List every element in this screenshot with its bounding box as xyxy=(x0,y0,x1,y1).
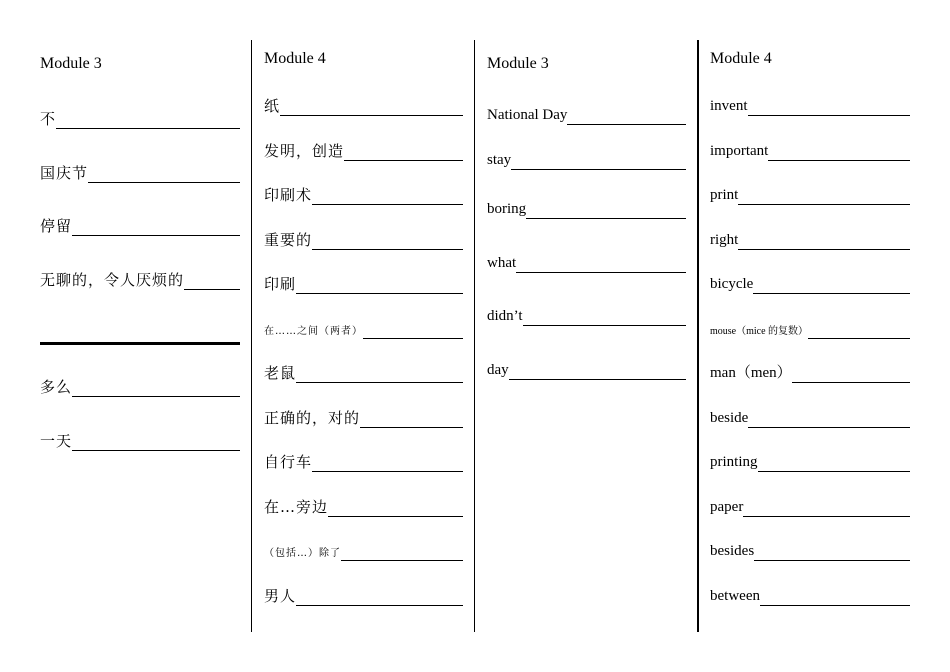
vocab-label: print xyxy=(710,187,739,203)
vocab-label: （包括…）除了 xyxy=(264,548,341,559)
section-divider xyxy=(40,342,240,345)
vocab-row xyxy=(710,362,910,384)
column-divider-1 xyxy=(251,40,252,632)
vocab-row xyxy=(40,162,240,184)
column-heading: Module 4 xyxy=(264,50,326,67)
vocab-label: 国庆节 xyxy=(40,164,89,182)
answer-blank[interactable] xyxy=(88,181,240,183)
column-heading: Module 4 xyxy=(710,50,772,67)
answer-blank[interactable] xyxy=(72,234,240,236)
answer-blank[interactable] xyxy=(808,337,910,339)
vocab-label: mouse（mice 的复数） xyxy=(710,326,809,337)
vocab-label: 发明，创造 xyxy=(264,142,345,160)
answer-blank[interactable] xyxy=(738,203,910,205)
vocab-row xyxy=(487,104,686,126)
answer-blank[interactable] xyxy=(526,217,686,219)
answer-blank[interactable] xyxy=(363,337,463,339)
vocab-row xyxy=(710,184,910,206)
vocab-row xyxy=(487,252,686,274)
vocab-label: 正确的，对的 xyxy=(264,409,361,427)
vocab-label: boring xyxy=(487,201,527,217)
vocab-label: National Day xyxy=(487,107,568,123)
vocab-row xyxy=(264,184,463,206)
vocab-row xyxy=(487,359,686,381)
answer-blank[interactable] xyxy=(523,324,686,326)
answer-blank[interactable] xyxy=(296,292,463,294)
answer-blank[interactable] xyxy=(567,123,686,125)
vocab-label: 重要的 xyxy=(264,231,313,249)
vocab-label: printing xyxy=(710,454,758,470)
vocab-row xyxy=(264,540,463,562)
vocab-label: beside xyxy=(710,410,749,426)
answer-blank[interactable] xyxy=(738,248,910,250)
vocab-label: right xyxy=(710,232,739,248)
answer-blank[interactable] xyxy=(360,426,463,428)
answer-blank[interactable] xyxy=(768,159,910,161)
vocab-row xyxy=(264,451,463,473)
vocab-label: important xyxy=(710,143,769,159)
answer-blank[interactable] xyxy=(312,203,463,205)
vocab-label: 男人 xyxy=(264,587,297,605)
vocab-label: invent xyxy=(710,98,748,114)
vocab-label: 不 xyxy=(40,110,57,128)
vocab-row xyxy=(710,95,910,117)
vocab-row xyxy=(264,318,463,340)
answer-blank[interactable] xyxy=(792,381,910,383)
answer-blank[interactable] xyxy=(280,114,463,116)
vocab-row xyxy=(264,585,463,607)
vocab-row xyxy=(264,273,463,295)
answer-blank[interactable] xyxy=(341,559,463,561)
vocab-row xyxy=(710,451,910,473)
answer-blank[interactable] xyxy=(72,395,240,397)
vocab-label: 自行车 xyxy=(264,453,313,471)
column-heading: Module 3 xyxy=(40,55,102,72)
answer-blank[interactable] xyxy=(753,292,910,294)
vocab-label: 老鼠 xyxy=(264,364,297,382)
answer-blank[interactable] xyxy=(296,604,463,606)
answer-blank[interactable] xyxy=(344,159,463,161)
vocab-label: 在……之间（两者） xyxy=(264,326,363,337)
answer-blank[interactable] xyxy=(509,378,686,380)
vocab-row xyxy=(40,108,240,130)
vocab-label: what xyxy=(487,255,517,271)
vocab-row xyxy=(710,585,910,607)
column-divider-3 xyxy=(697,40,699,632)
vocab-label: 纸 xyxy=(264,97,281,115)
answer-blank[interactable] xyxy=(296,381,463,383)
answer-blank[interactable] xyxy=(748,114,911,116)
vocab-row xyxy=(710,496,910,518)
answer-blank[interactable] xyxy=(312,470,463,472)
vocab-row xyxy=(264,140,463,162)
answer-blank[interactable] xyxy=(511,168,686,170)
vocab-label: stay xyxy=(487,152,512,168)
vocab-row xyxy=(264,95,463,117)
vocab-label: 印刷术 xyxy=(264,186,313,204)
vocab-row xyxy=(710,318,910,340)
answer-blank[interactable] xyxy=(312,248,463,250)
answer-blank[interactable] xyxy=(328,515,463,517)
vocab-row xyxy=(264,362,463,384)
vocab-label: 停留 xyxy=(40,217,73,235)
vocab-label: 多么 xyxy=(40,378,73,396)
column-heading: Module 3 xyxy=(487,55,549,72)
vocab-row xyxy=(40,215,240,237)
vocab-label: didn’t xyxy=(487,308,523,324)
vocab-label: 印刷 xyxy=(264,275,297,293)
vocab-row xyxy=(710,273,910,295)
answer-blank[interactable] xyxy=(754,559,910,561)
vocab-label: 无聊的，令人厌烦的 xyxy=(40,271,185,289)
vocab-row xyxy=(710,407,910,429)
vocab-label: besides xyxy=(710,543,755,559)
vocab-row xyxy=(264,229,463,251)
vocab-row xyxy=(710,229,910,251)
vocab-row xyxy=(487,149,686,171)
vocab-label: bicycle xyxy=(710,276,754,292)
answer-blank[interactable] xyxy=(72,449,240,451)
vocab-label: 在…旁边 xyxy=(264,498,329,516)
vocab-row xyxy=(487,198,686,220)
vocab-label: man（men） xyxy=(710,365,792,381)
column-divider-2 xyxy=(474,40,475,632)
vocab-row xyxy=(264,407,463,429)
vocab-label: paper xyxy=(710,499,744,515)
answer-blank[interactable] xyxy=(516,271,686,273)
vocab-row xyxy=(487,305,686,327)
answer-blank[interactable] xyxy=(184,288,240,290)
vocab-row xyxy=(710,540,910,562)
vocab-label: 一天 xyxy=(40,432,73,450)
vocab-row xyxy=(264,496,463,518)
vocab-row xyxy=(40,430,240,452)
answer-blank[interactable] xyxy=(748,426,910,428)
answer-blank[interactable] xyxy=(743,515,910,517)
vocab-row xyxy=(40,376,240,398)
vocab-label: between xyxy=(710,588,760,604)
answer-blank[interactable] xyxy=(760,604,910,606)
answer-blank[interactable] xyxy=(56,127,240,129)
vocab-row xyxy=(40,269,240,291)
vocab-label: day xyxy=(487,362,509,378)
vocab-row xyxy=(710,140,910,162)
answer-blank[interactable] xyxy=(758,470,911,472)
